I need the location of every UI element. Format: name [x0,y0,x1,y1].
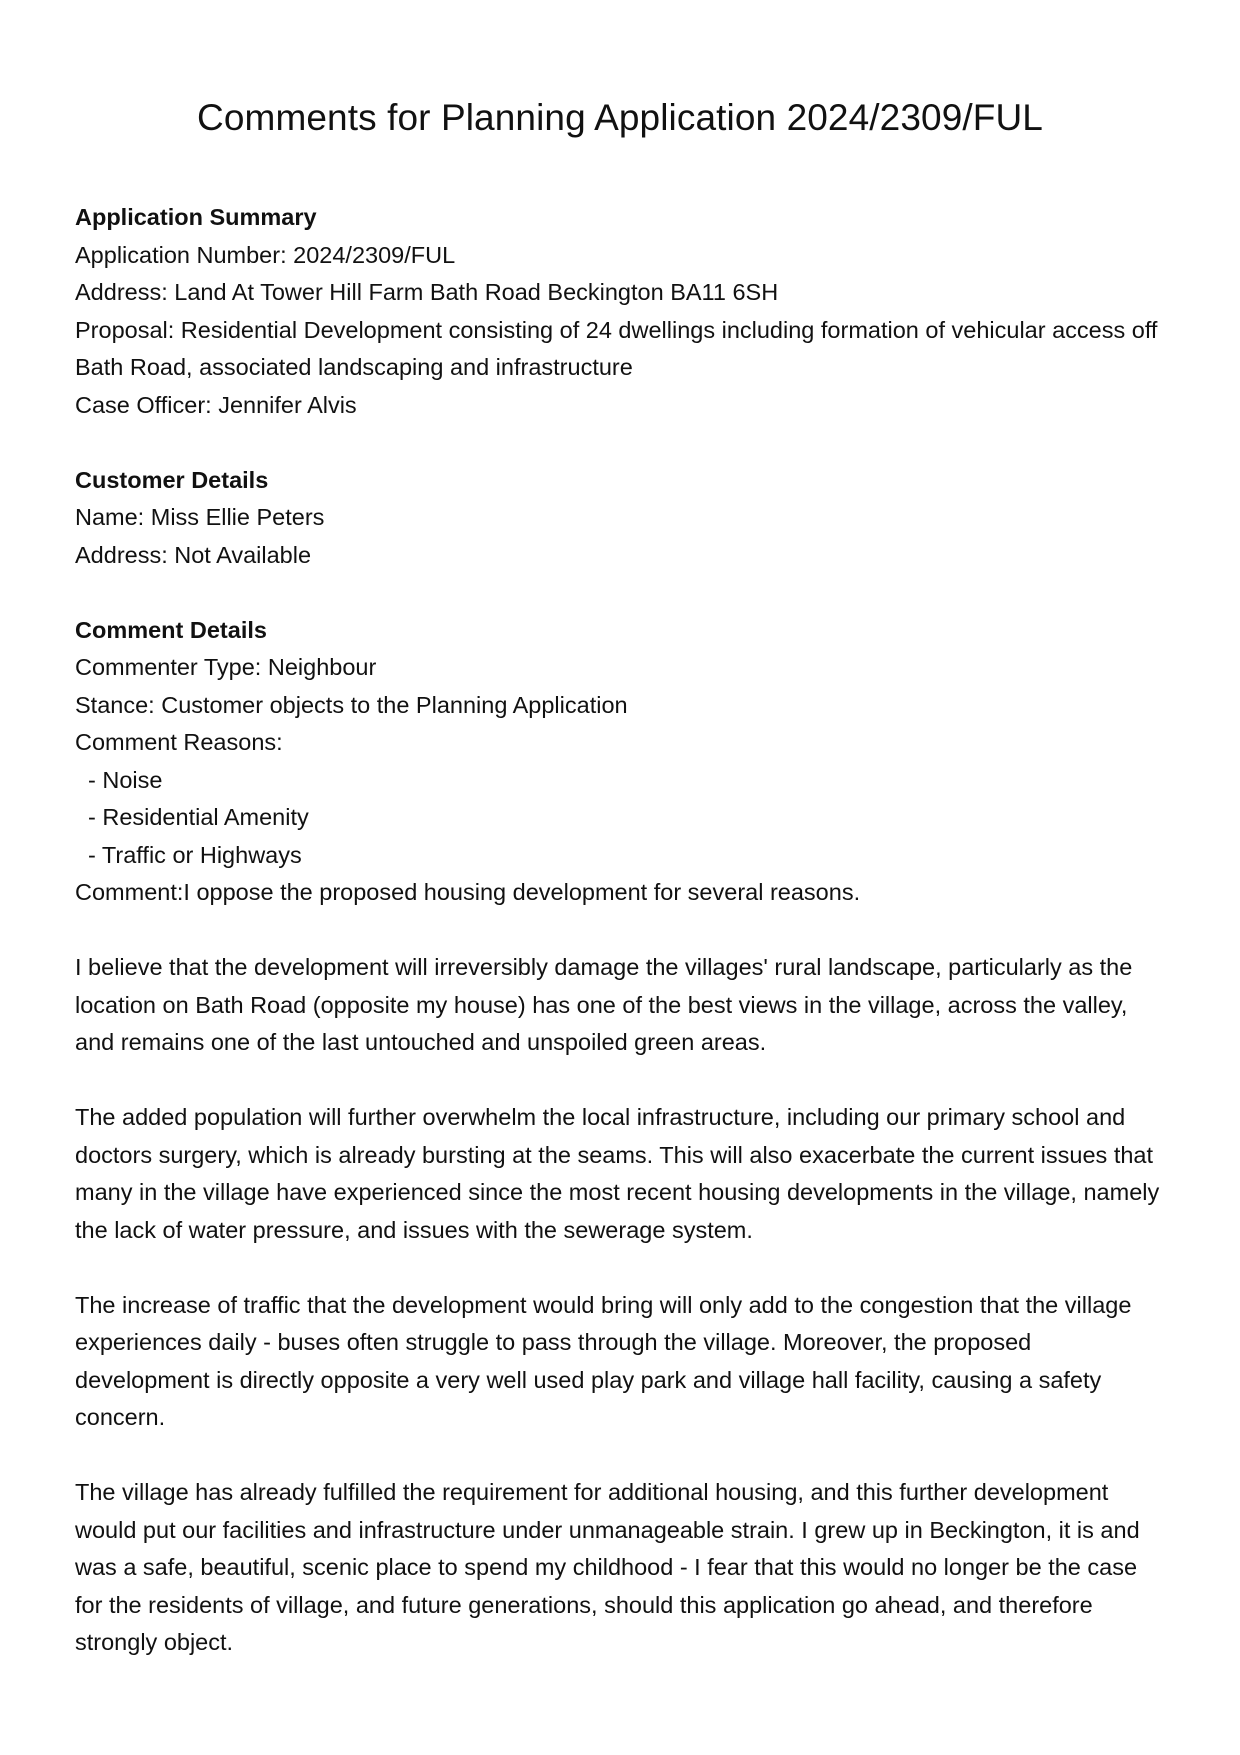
customer-details-section [75,462,1170,575]
customer-name: Name: Miss Ellie Peters [75,504,325,530]
comment-paragraph: I believe that the development will irreversibly damage the villages' rural landscape, particularly as the location on Bath Road (opposite my house) has one of the best views in the village, across the valley, and remains one of the last untouched and unspoiled green areas. [75,954,1139,1055]
comment-paragraph: The increase of traffic that the development would bring will only add to the congestion that the village experiences daily - buses often struggle to pass through the village. Moreover, the proposed development is directly opposite a very well used play park and village hall facility, causing a safety concern. [75,1291,1138,1430]
application-number: Application Number: 2024/2309/FUL [75,241,456,268]
comment-reasons-label: Comment Reasons: [75,729,283,755]
comment-reason-item: - Noise [88,766,163,793]
comment-reason-item: - Residential Amenity [88,804,309,830]
site-address: Address: Land At Tower Hill Farm Bath Road Beckington BA11 6SH [75,279,779,305]
case-officer: Case Officer: Jennifer Alvis [75,391,357,418]
comment-paragraph: The added population will further overwhelm the local infrastructure, including our primary school and doctors surgery, which is already bursting at the seams. This will also exacerbate the current issues that many in the village have experienced since the most recent housing developments in the village, namely the lack of water pressure, and issues with the sewerage system. [75,1104,1166,1243]
stance: Stance: Customer objects to the Planning Application [75,691,628,718]
application-summary-section [75,199,1170,424]
document-body [75,199,1170,1662]
application-summary-heading: Application Summary [75,204,317,230]
customer-details-heading: Customer Details [75,466,269,493]
comment-details-heading: Comment Details [75,616,267,643]
comment-details-section [75,612,1170,1662]
customer-address: Address: Not Available [75,541,312,568]
comment-paragraph: The village has already fulfilled the requirement for additional housing, and this further development would put our facilities and infrastructure under unmanageable strain. I grew up in Beckington, it is and was a safe, beautiful, scenic place to spend my childhood - I fear that this would no longer be the case for the residents of village, and future generations, should this application go ahead, and therefore strongly object. [75,1479,1147,1655]
commenter-type: Commenter Type: Neighbour [75,654,377,680]
comment-reason-item: - Traffic or Highways [88,841,302,868]
proposal-text: Proposal: Residential Development consisting of 24 dwellings including formation of vehicular access off Bath Road, associated landscaping and infrastructure [75,316,1164,380]
comment-reasons-list [75,762,1170,875]
page-title: Comments for Planning Application 2024/2309/FUL [197,97,1043,138]
comment-intro: Comment:I oppose the proposed housing development for several reasons. [75,879,861,905]
